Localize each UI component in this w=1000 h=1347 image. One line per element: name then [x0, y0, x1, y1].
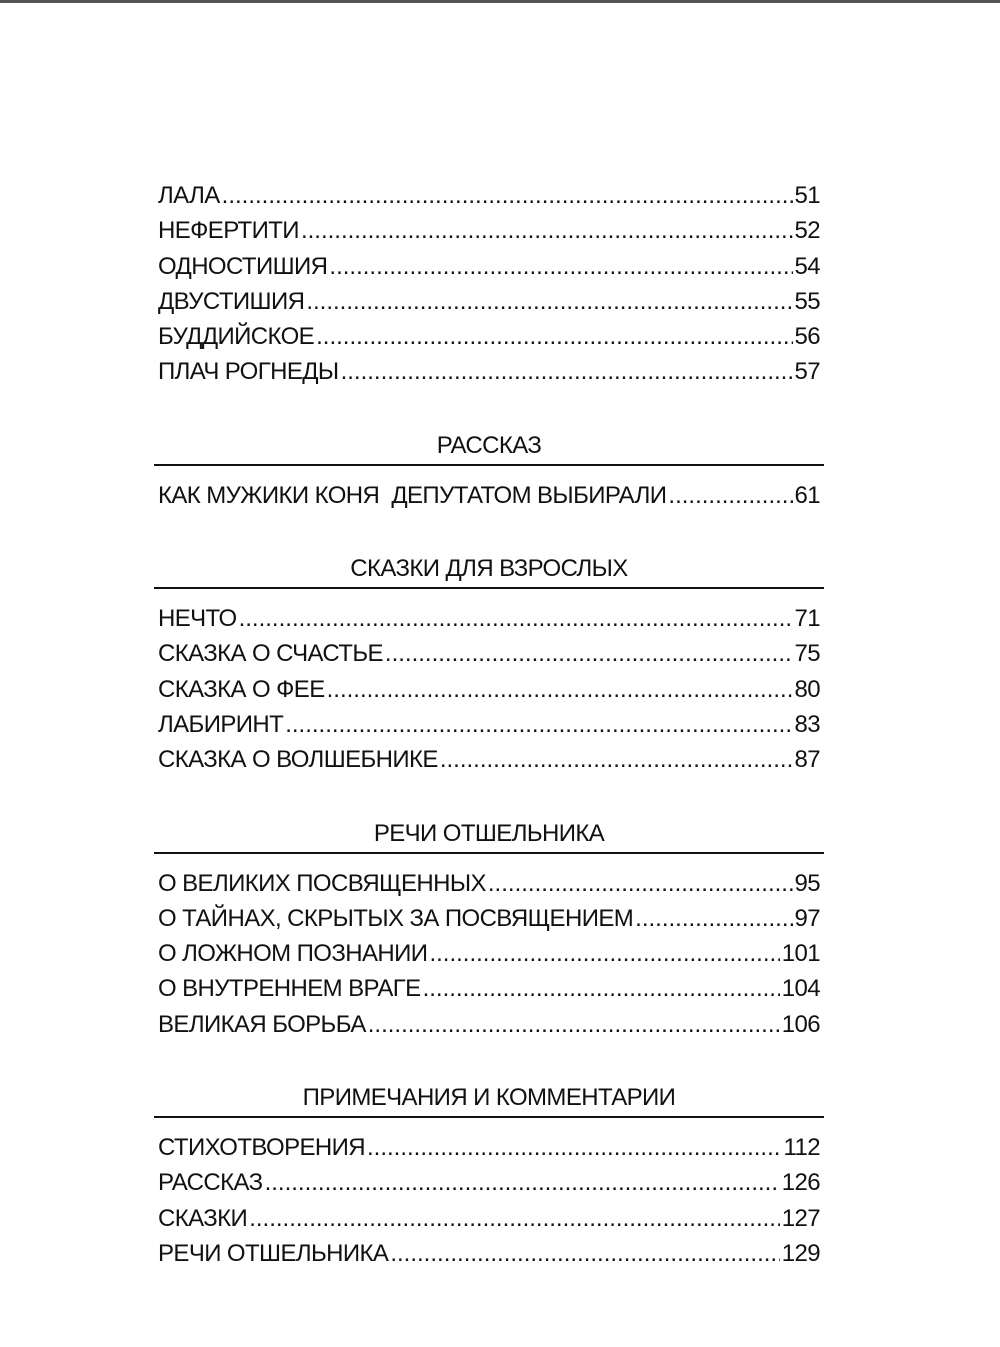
dot-leader: [488, 866, 793, 901]
toc-entry-page-number: 51: [794, 182, 820, 209]
toc-entry-page-number: 61: [794, 481, 820, 509]
toc-entry-title: ОДНОСТИШИЯ: [158, 252, 328, 280]
dot-leader: [668, 478, 792, 513]
toc-entry-title: О ВНУТРЕННЕМ ВРАГЕ: [158, 975, 421, 1003]
toc-entry-page-number: 101: [781, 940, 820, 968]
toc-entry[interactable]: [154, 707, 824, 742]
toc-entry[interactable]: [154, 284, 824, 319]
toc-entry-title: БУДДИЙСКОЕ: [158, 323, 315, 351]
section-spacer: [154, 513, 824, 551]
toc-entry-page-number: 112: [783, 1134, 820, 1162]
dot-leader: [385, 636, 793, 671]
toc-entry-page-number: 106: [781, 1010, 820, 1038]
dot-leader: [316, 319, 792, 354]
dot-leader: [367, 1130, 782, 1165]
toc-entry[interactable]: [154, 178, 824, 213]
section-spacer: [154, 390, 824, 428]
toc-entry-title: РАССКАЗ: [158, 1169, 263, 1197]
toc-entry[interactable]: [154, 672, 824, 707]
toc-entry-page-number: 71: [794, 605, 820, 633]
section-spacer: [154, 778, 824, 816]
dot-leader: [329, 249, 792, 284]
toc-entry-title: СКАЗКА О СЧАСТЬЕ: [158, 640, 383, 668]
toc-entry[interactable]: [154, 1130, 824, 1165]
dot-leader: [249, 1201, 780, 1236]
toc-entry-title: СКАЗКА О ФЕЕ: [158, 675, 325, 703]
dot-leader: [341, 354, 793, 389]
toc-entry-page-number: 55: [794, 287, 820, 315]
toc-entry[interactable]: [154, 1165, 824, 1200]
toc-entry-title: ВЕЛИКАЯ БОРЬБА: [158, 1010, 366, 1038]
toc-entry-page-number: 56: [794, 323, 820, 351]
toc-entry[interactable]: [154, 213, 824, 248]
section-heading: ПРИМЕЧАНИЯ И КОММЕНТАРИИ: [154, 1080, 824, 1118]
toc-entry-page-number: 75: [794, 640, 820, 668]
dot-leader: [306, 284, 792, 319]
dot-leader: [429, 936, 779, 971]
toc-entry-page-number: 54: [794, 252, 820, 280]
toc-entry[interactable]: [154, 636, 824, 671]
dot-leader: [285, 707, 792, 742]
dot-leader: [390, 1236, 779, 1271]
toc-entry-title: НЕФЕРТИТИ: [158, 217, 299, 245]
toc-entry[interactable]: [154, 742, 824, 777]
page-top-edge: [0, 0, 1000, 3]
toc-entry[interactable]: [154, 319, 824, 354]
toc-entry-title: КАК МУЖИКИ КОНЯ ДЕПУТАТОМ ВЫБИРАЛИ: [158, 481, 667, 509]
section-heading: РЕЧИ ОТШЕЛЬНИКА: [154, 816, 824, 854]
toc-entry-title: ПЛАЧ РОГНЕДЫ: [158, 358, 339, 386]
toc-entry-page-number: 80: [794, 675, 820, 703]
toc-entry-title: СКАЗКА О ВОЛШЕБНИКЕ: [158, 746, 438, 774]
toc-entry-title: ЛАЛА: [158, 182, 220, 209]
toc-entry-page-number: 104: [781, 975, 820, 1003]
toc-entry-page-number: 52: [794, 217, 820, 245]
toc-entry-page-number: 57: [794, 358, 820, 386]
toc-entry-page-number: 95: [794, 869, 820, 897]
toc-entry-page-number: 87: [794, 746, 820, 774]
toc-entry[interactable]: [154, 249, 824, 284]
toc-entry-page-number: 83: [794, 710, 820, 738]
toc-entry-title: ЛАБИРИНТ: [158, 710, 284, 738]
dot-leader: [301, 213, 793, 248]
toc-entry-title: ДВУСТИШИЯ: [158, 287, 305, 315]
toc-entry-title: СТИХОТВОРЕНИЯ: [158, 1134, 365, 1162]
toc-entry[interactable]: [154, 1007, 824, 1042]
toc-entry[interactable]: [154, 478, 824, 513]
toc-entry-title: СКАЗКИ: [158, 1204, 248, 1232]
toc-entry[interactable]: [154, 971, 824, 1006]
section-spacer: [154, 1042, 824, 1080]
dot-leader: [423, 971, 780, 1006]
table-of-contents: [154, 178, 824, 1271]
toc-entry-page-number: 129: [781, 1239, 820, 1267]
toc-entry[interactable]: [154, 601, 824, 636]
dot-leader: [265, 1165, 780, 1200]
toc-entry-page-number: 127: [781, 1204, 820, 1232]
toc-entry[interactable]: [154, 354, 824, 389]
dot-leader: [222, 178, 793, 213]
toc-entry[interactable]: [154, 1201, 824, 1236]
dot-leader: [440, 742, 793, 777]
toc-entry[interactable]: [154, 866, 824, 901]
dot-leader: [635, 901, 792, 936]
toc-entry-page-number: 126: [781, 1169, 820, 1197]
toc-entry-title: О ТАЙНАХ, СКРЫТЫХ ЗА ПОСВЯЩЕНИЕМ: [158, 904, 634, 932]
toc-entry[interactable]: [154, 901, 824, 936]
section-heading: СКАЗКИ ДЛЯ ВЗРОСЛЫХ: [154, 551, 824, 589]
toc-entry-title: НЕЧТО: [158, 605, 237, 633]
dot-leader: [239, 601, 793, 636]
toc-entry[interactable]: [154, 936, 824, 971]
toc-entry-title: О ЛОЖНОМ ПОЗНАНИИ: [158, 940, 428, 968]
toc-entry-title: О ВЕЛИКИХ ПОСВЯЩЕННЫХ: [158, 869, 486, 897]
toc-entry[interactable]: [154, 1236, 824, 1271]
toc-entry-page-number: 97: [794, 904, 820, 932]
toc-entry-title: РЕЧИ ОТШЕЛЬНИКА: [158, 1239, 389, 1267]
dot-leader: [368, 1007, 780, 1042]
dot-leader: [327, 672, 793, 707]
section-heading: РАССКАЗ: [154, 428, 824, 466]
